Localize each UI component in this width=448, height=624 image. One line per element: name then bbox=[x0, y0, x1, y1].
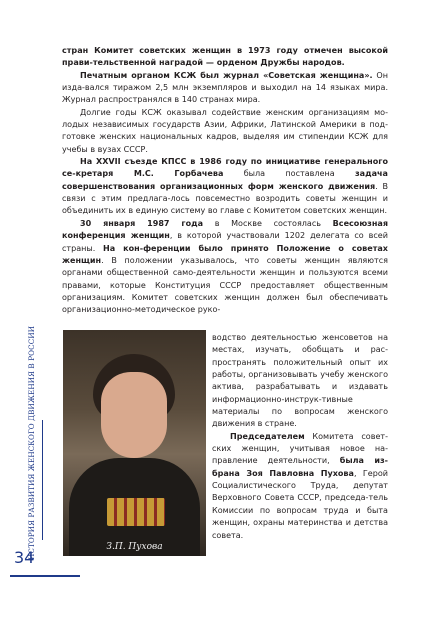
text-run: На XXVII съезде КПСС в 1986 году по инициативе генерального се-кретаря М.С. Горбачева bbox=[62, 157, 388, 179]
vertical-rule bbox=[42, 420, 43, 540]
medals-icon bbox=[107, 498, 165, 526]
paragraph-6 bbox=[212, 431, 388, 542]
page-number: 34 bbox=[14, 548, 35, 567]
paragraph-5 bbox=[62, 218, 388, 317]
paragraph-4 bbox=[62, 156, 388, 218]
text-run: Он изда-вался тиражом 2,5 млн экземпляров и выходил на 14 языках мира. Журнал распространялся в 140 странах мира. bbox=[62, 70, 388, 105]
text-run: . В положении указывалось, что советы женщин являются органами общественной само-деятельности женщин и пользуются всеми правами, которые Конституция СССР предоставляет общественным организациям. Комитет советских женщин должен был обеспечивать организационно-методическое руко- bbox=[62, 255, 388, 315]
text-run: , в которой участвовали 1202 делегата со всей страны. bbox=[62, 231, 388, 253]
text-run: была из-брана Зоя Павловна Пухова bbox=[212, 456, 388, 478]
text-run: Печатным органом КСЖ был журнал «Советская женщина». bbox=[80, 70, 373, 80]
text-run: 30 января 1987 года bbox=[80, 218, 204, 228]
text-run: была поставлена bbox=[223, 169, 355, 179]
body-text bbox=[62, 45, 388, 317]
text-run: . В связи с этим предлага-лось повсеместно возродить советы женщин и объединить их в единую систему во главе с Комитетом советских женщин. bbox=[62, 181, 388, 216]
paragraph-5-continued bbox=[212, 332, 388, 431]
text-run: водство деятельностью женсоветов на местах, изучать, обобщать и рас-пространять положительный опыт их работы, организовывать учебу женского актива, разрабатывать и издавать информационно-инструк-тивные материалы по вопросам женского движения в стране. bbox=[212, 333, 388, 429]
body-text-column bbox=[212, 332, 388, 542]
text-run: Долгие годы КСЖ оказывал содействие женским организациям мо-лодых независимых государств Азии, Африки, Латинской Америки в под-готовке женских национальных кадров, выделяя им стипендии КСЖ для учебы в вузах СССР. bbox=[62, 107, 388, 154]
text-run: Всесоюзная конференция женщин bbox=[62, 218, 388, 241]
paragraph-3 bbox=[62, 107, 388, 156]
text-run: в Москве состоялась bbox=[203, 218, 333, 228]
horizontal-rule bbox=[10, 575, 80, 577]
text-run: На кон-ференции было принято Положение о советах женщин bbox=[62, 243, 388, 265]
running-title: ИСТОРИЯ РАЗВИТИЯ ЖЕНСКОГО ДВИЖЕНИЯ В РОССИИ bbox=[27, 325, 36, 560]
portrait-photo bbox=[63, 330, 206, 556]
paragraph-1 bbox=[62, 45, 388, 70]
text-run: задача совершенствования организационных форм женского движения bbox=[62, 169, 388, 191]
text-run: Комитета совет-ских женщин, учитывая новое на-правление деятельности, bbox=[212, 431, 388, 466]
text-run: стран Комитет советских женщин в 1973 году отмечен высокой прави-тельственной наградой — орденом Дружбы народов. bbox=[62, 46, 388, 68]
text-run: , Герой Социалистического Труда, депутат Верховного Совета СССР, председа-тель Комиссии по вопросам труда и быта женщин, охраны материнства и детства совета. bbox=[212, 468, 388, 540]
portrait-figure bbox=[63, 330, 206, 556]
text-run: Председателем bbox=[230, 431, 305, 441]
paragraph-2 bbox=[62, 70, 388, 107]
photo-caption: З.П. Пухова bbox=[106, 542, 163, 552]
